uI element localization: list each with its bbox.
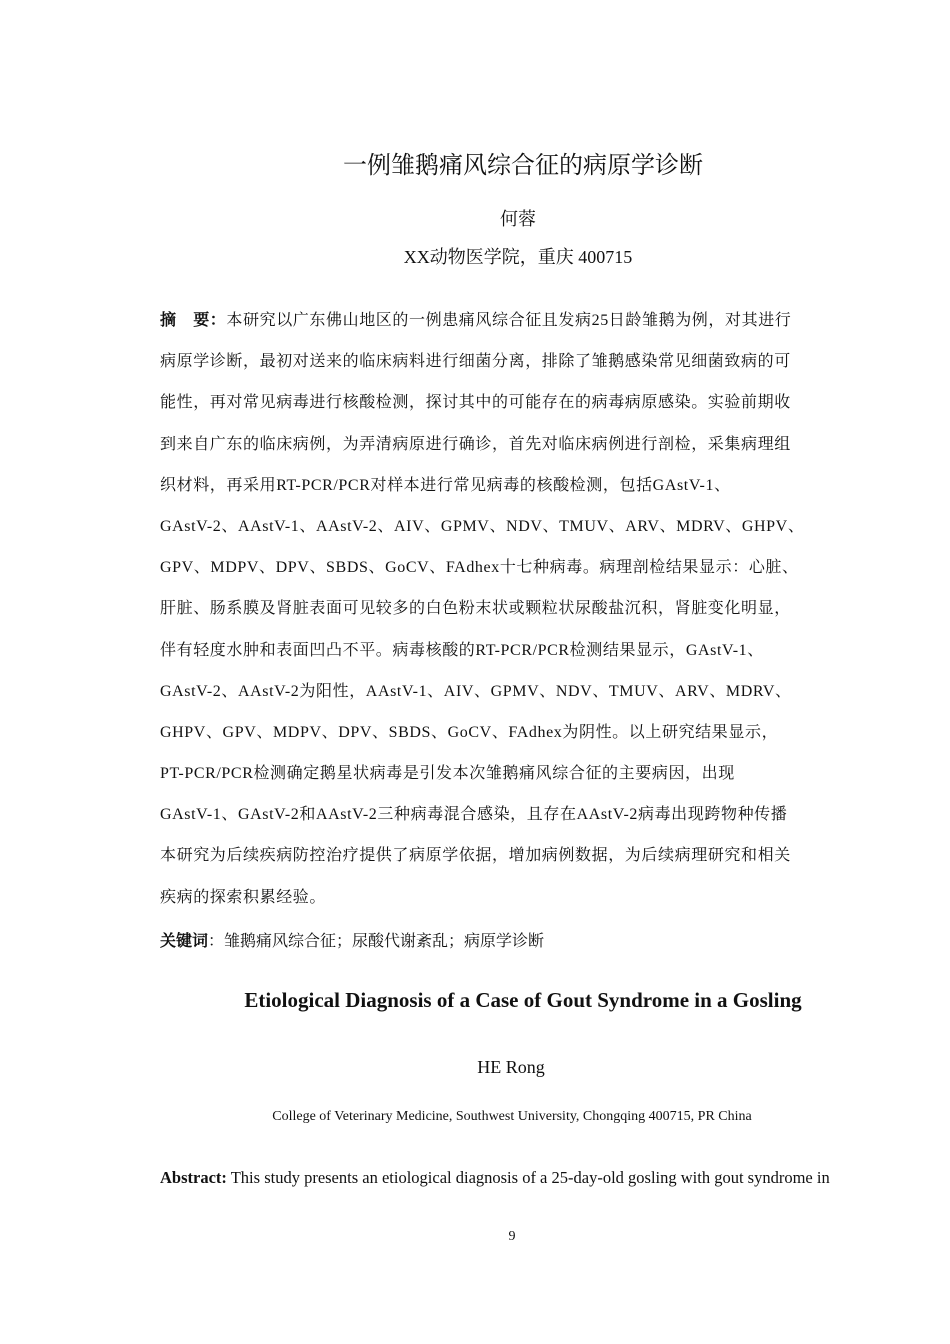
abstract-line: GAstV-2、AAstV-2为阳性，AAstV-1、AIV、GPMV、NDV、TMUV、ARV、MDRV、 xyxy=(160,682,792,700)
keywords-chinese xyxy=(160,929,840,955)
abstract-line: 摘 要：本研究以广东佛山地区的一例患痛风综合征且发病25日龄雏鹅为例，对其进行 xyxy=(160,312,792,329)
abstract-english xyxy=(160,1165,850,1191)
abstract-line: 本研究为后续疾病防控治疗提供了病原学依据，增加病例数据，为后续病理研究和相关 xyxy=(160,847,791,865)
keywords-label: 关键词 xyxy=(160,933,209,950)
abstract-line: 疾病的探索积累经验。 xyxy=(160,888,327,906)
title-english: Etiological Diagnosis of a Case of Gout Syndrome in a Gosling xyxy=(244,988,802,1012)
affiliation-english: College of Veterinary Medicine, Southwest University, Chongqing 400715, PR China xyxy=(272,1109,752,1124)
abstract-line: GHPV、GPV、MDPV、DPV、SBDS、GoCV、FAdhex为阴性。以上研究结果显示， xyxy=(160,723,779,741)
author-chinese: 何蓉 xyxy=(500,209,536,229)
abstract-chinese xyxy=(160,300,806,918)
page-number: 9 xyxy=(508,1229,516,1244)
abstract-line: 织材料，再采用RT-PCR/PCR对样本进行常见病毒的核酸检测，包括GAstV-1、 xyxy=(160,476,731,494)
abstract-line: PT-PCR/PCR检测确定鹅星状病毒是引发本次雏鹅痛风综合征的主要病因，出现 xyxy=(160,765,735,783)
abstract-line: 到来自广东的临床病例，为弄清病原进行确诊，首先对临床病例进行剖检，采集病理组 xyxy=(160,435,791,453)
abstract-line: 能性，再对常见病毒进行核酸检测，探讨其中的可能存在的病毒病原感染。实验前期收 xyxy=(160,394,791,412)
abstract-line: GAstV-2、AAstV-1、AAstV-2、AIV、GPMV、NDV、TMUV、ARV、MDRV、GHPV、 xyxy=(160,517,805,535)
abstract-line: GAstV-1、GAstV-2和AAstV-2三种病毒混合感染，且存在AAstV-2病毒出现跨物种传播 xyxy=(160,806,788,824)
abstract-english-label: Abstract: xyxy=(160,1168,227,1187)
abstract-english-text: This study presents an etiological diagnosis of a 25-day-old gosling with gout syndrome in xyxy=(226,1168,830,1187)
affiliation-chinese: XX动物医学院，重庆 400715 xyxy=(403,247,633,267)
keywords-text: ：雏鹅痛风综合征；尿酸代谢紊乱；病原学诊断 xyxy=(208,933,545,950)
abstract-line: 肝脏、肠系膜及肾脏表面可见较多的白色粉末状或颗粒状尿酸盐沉积，肾脏变化明显， xyxy=(160,600,791,618)
abstract-line: GPV、MDPV、DPV、SBDS、GoCV、FAdhex十七种病毒。病理剖检结果显示：心脏、 xyxy=(160,559,799,577)
author-english: HE Rong xyxy=(477,1057,545,1077)
abstract-label: 摘 要： xyxy=(160,312,227,329)
title-chinese: 一例雏鹅痛风综合征的病原学诊断 xyxy=(343,151,703,179)
abstract-line: 伴有轻度水肿和表面凹凸不平。病毒核酸的RT-PCR/PCR检测结果显示，GAstV-1、 xyxy=(160,641,764,659)
abstract-line: 病原学诊断，最初对送来的临床病料进行细菌分离，排除了雏鹅感染常见细菌致病的可 xyxy=(160,353,791,371)
